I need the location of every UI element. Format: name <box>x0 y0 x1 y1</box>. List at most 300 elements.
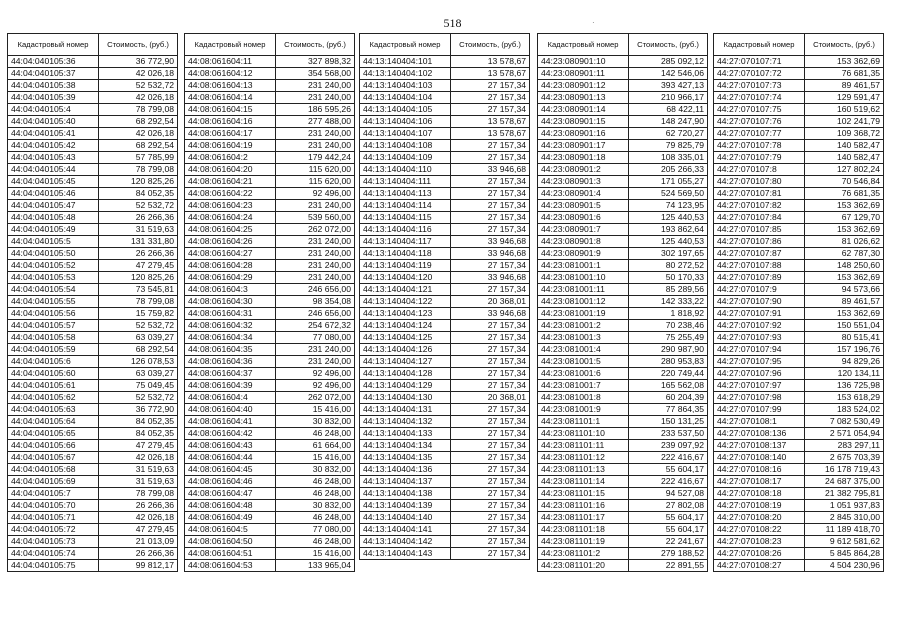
table-row <box>185 308 355 320</box>
cost-value: 50 170,33 <box>629 272 708 284</box>
cost-value: 280 953,83 <box>629 356 708 368</box>
cadastral-number: 44:13:140404:108 <box>360 140 451 152</box>
table-row <box>8 260 178 272</box>
cadastral-number: 44:27:070108:27 <box>714 560 805 572</box>
table-row <box>714 176 884 188</box>
cost-value: 1 818,92 <box>629 308 708 320</box>
cost-value: 78 799,08 <box>99 296 178 308</box>
cadastral-number: 44:04:040105:66 <box>8 440 99 452</box>
table-row <box>8 512 178 524</box>
table-row <box>185 272 355 284</box>
cost-value: 68 292,54 <box>99 140 178 152</box>
cost-value: 63 039,27 <box>99 332 178 344</box>
table-row <box>185 356 355 368</box>
cost-value: 27 157,34 <box>451 440 530 452</box>
cadastral-number: 44:27:070107:9 <box>714 284 805 296</box>
cost-value: 222 416,67 <box>629 476 708 488</box>
table-row <box>185 440 355 452</box>
table-row <box>8 524 178 536</box>
cadastral-number: 44:23:081101:20 <box>538 560 629 572</box>
cost-value: 27 157,34 <box>451 212 530 224</box>
table-row <box>538 308 708 320</box>
cadastral-number: 44:23:081101:11 <box>538 440 629 452</box>
cost-value: 210 966,17 <box>629 92 708 104</box>
cost-value: 74 123,95 <box>629 200 708 212</box>
cadastral-number: 44:27:070107:90 <box>714 296 805 308</box>
cost-value: 30 832,00 <box>276 464 355 476</box>
cadastre-table-1 <box>7 33 178 572</box>
cost-value: 27 157,34 <box>451 428 530 440</box>
table-row <box>714 272 884 284</box>
table-row <box>714 536 884 548</box>
table-row <box>714 416 884 428</box>
cost-value: 193 862,64 <box>629 224 708 236</box>
table-row <box>8 332 178 344</box>
table-row <box>538 512 708 524</box>
header-cost: Стоимость, (руб.) <box>276 34 355 56</box>
cadastral-number: 44:13:140404:142 <box>360 536 451 548</box>
cadastral-number: 44:27:070108:19 <box>714 500 805 512</box>
table-row <box>714 488 884 500</box>
cadastral-number: 44:23:080901:10 <box>538 56 629 68</box>
cadastral-number: 44:23:081101:16 <box>538 500 629 512</box>
cadastral-number: 44:08:061604:5 <box>185 524 276 536</box>
table-row <box>185 560 355 572</box>
cadastral-number: 44:27:070107:94 <box>714 344 805 356</box>
cadastral-number: 44:13:140404:139 <box>360 500 451 512</box>
header-cost: Стоимость, (руб.) <box>451 34 530 56</box>
cost-value: 27 157,34 <box>451 404 530 416</box>
cost-value: 84 052,35 <box>99 428 178 440</box>
cadastral-number: 44:23:081001:6 <box>538 368 629 380</box>
cost-value: 68 422,11 <box>629 104 708 116</box>
cost-value: 148 247,90 <box>629 116 708 128</box>
cost-value: 47 279,45 <box>99 260 178 272</box>
cadastral-number: 44:23:081001:5 <box>538 356 629 368</box>
cadastral-number: 44:23:081001:19 <box>538 308 629 320</box>
cadastral-number: 44:27:070107:76 <box>714 116 805 128</box>
table-row <box>8 476 178 488</box>
cadastral-number: 44:04:040105:56 <box>8 308 99 320</box>
table-row <box>360 464 530 476</box>
table-row <box>360 56 530 68</box>
cost-value: 84 052,35 <box>99 416 178 428</box>
cadastral-number: 44:23:080901:2 <box>538 164 629 176</box>
cadastral-number: 44:13:140404:105 <box>360 104 451 116</box>
table-row <box>8 344 178 356</box>
cadastral-number: 44:13:140404:129 <box>360 380 451 392</box>
cost-value: 63 039,27 <box>99 368 178 380</box>
cost-value: 76 681,35 <box>805 188 884 200</box>
cadastral-number: 44:23:080901:14 <box>538 104 629 116</box>
table-row <box>538 128 708 140</box>
table-row <box>538 104 708 116</box>
cost-value: 31 519,63 <box>99 224 178 236</box>
cadastral-number: 44:23:080901:8 <box>538 236 629 248</box>
cost-value: 393 427,13 <box>629 80 708 92</box>
table-row <box>714 104 884 116</box>
table-row <box>8 140 178 152</box>
cost-value: 231 240,00 <box>276 200 355 212</box>
cadastral-number: 44:23:081001:9 <box>538 404 629 416</box>
table-row <box>185 428 355 440</box>
cost-value: 84 052,35 <box>99 188 178 200</box>
cadastral-number: 44:27:070107:93 <box>714 332 805 344</box>
table-row <box>360 248 530 260</box>
cadastral-number: 44:13:140404:140 <box>360 512 451 524</box>
cost-value: 92 496,00 <box>276 368 355 380</box>
cost-value: 47 279,45 <box>99 440 178 452</box>
cost-value: 27 157,34 <box>451 176 530 188</box>
cadastral-number: 44:23:081001:4 <box>538 344 629 356</box>
cadastral-number: 44:13:140404:141 <box>360 524 451 536</box>
cost-value: 1 051 937,83 <box>805 500 884 512</box>
cost-value: 239 097,92 <box>629 440 708 452</box>
table-row <box>8 296 178 308</box>
table-row <box>8 548 178 560</box>
table-row <box>185 536 355 548</box>
table-row <box>185 116 355 128</box>
cadastral-number: 44:13:140404:116 <box>360 224 451 236</box>
cost-value: 148 250,60 <box>805 260 884 272</box>
table-row <box>8 272 178 284</box>
cost-value: 131 331,80 <box>99 236 178 248</box>
table-row <box>185 380 355 392</box>
cost-value: 55 604,17 <box>629 524 708 536</box>
cadastral-number: 44:08:061604:16 <box>185 116 276 128</box>
table-row <box>714 164 884 176</box>
cost-value: 5 845 864,28 <box>805 548 884 560</box>
cost-value: 46 248,00 <box>276 536 355 548</box>
cadastral-number: 44:13:140404:132 <box>360 416 451 428</box>
cost-value: 27 157,34 <box>451 548 530 560</box>
page-number: 518 <box>443 16 462 30</box>
cost-value: 94 829,26 <box>805 356 884 368</box>
cadastral-number: 44:08:061604:30 <box>185 296 276 308</box>
cadastral-number: 44:04:040105:37 <box>8 68 99 80</box>
cadastral-number: 44:13:140404:117 <box>360 236 451 248</box>
table-row <box>714 452 884 464</box>
cost-value: 108 335,01 <box>629 152 708 164</box>
cadastral-number: 44:08:061604:31 <box>185 308 276 320</box>
table-row <box>8 536 178 548</box>
table-row <box>185 416 355 428</box>
cadastral-number: 44:04:040105:43 <box>8 152 99 164</box>
cadastral-number: 44:23:081101:15 <box>538 488 629 500</box>
cost-value: 27 157,34 <box>451 500 530 512</box>
cadastral-number: 44:04:040105:70 <box>8 500 99 512</box>
cadastral-number: 44:23:081001:3 <box>538 332 629 344</box>
cadastral-number: 44:08:061604:40 <box>185 404 276 416</box>
table-row <box>360 188 530 200</box>
cost-value: 21 013,09 <box>99 536 178 548</box>
cost-value: 186 595,26 <box>276 104 355 116</box>
table-row <box>360 548 530 560</box>
cost-value: 15 416,00 <box>276 548 355 560</box>
table-row <box>185 260 355 272</box>
cost-value: 80 272,52 <box>629 260 708 272</box>
cost-value: 33 946,68 <box>451 248 530 260</box>
table-row <box>538 176 708 188</box>
cost-value: 36 772,90 <box>99 56 178 68</box>
cadastral-number: 44:08:061604:23 <box>185 200 276 212</box>
cadastral-number: 44:08:061604:50 <box>185 536 276 548</box>
cost-value: 31 519,63 <box>99 464 178 476</box>
cost-value: 15 759,82 <box>99 308 178 320</box>
cadastral-number: 44:27:070107:71 <box>714 56 805 68</box>
cadastral-number: 44:27:070108:18 <box>714 488 805 500</box>
header-number: Кадастровый номер <box>185 34 276 56</box>
cadastral-number: 44:04:040105:5 <box>8 236 99 248</box>
cost-value: 27 802,08 <box>629 500 708 512</box>
cost-value: 129 591,47 <box>805 92 884 104</box>
header-cost: Стоимость, (руб.) <box>805 34 884 56</box>
cost-value: 52 532,72 <box>99 392 178 404</box>
cadastral-number: 44:08:061604:42 <box>185 428 276 440</box>
cadastral-number: 44:04:040105:60 <box>8 368 99 380</box>
scan-mark: · <box>592 18 595 27</box>
cadastral-number: 44:08:061604:4 <box>185 392 276 404</box>
cost-value: 153 362,69 <box>805 224 884 236</box>
cost-value: 27 157,34 <box>451 416 530 428</box>
cadastral-number: 44:08:061604:41 <box>185 416 276 428</box>
cadastral-number: 44:23:081001:1 <box>538 260 629 272</box>
cost-value: 262 072,00 <box>276 224 355 236</box>
table-row <box>8 464 178 476</box>
cost-value: 27 157,34 <box>451 104 530 116</box>
cadastral-number: 44:04:040105:48 <box>8 212 99 224</box>
table-row <box>185 236 355 248</box>
cadastral-number: 44:27:070107:96 <box>714 368 805 380</box>
cost-value: 27 157,34 <box>451 200 530 212</box>
cadastral-number: 44:04:040105:58 <box>8 332 99 344</box>
cadastral-number: 44:08:061604:3 <box>185 284 276 296</box>
cost-value: 68 292,54 <box>99 344 178 356</box>
cadastral-number: 44:27:070108:136 <box>714 428 805 440</box>
table-row <box>360 356 530 368</box>
cadastral-number: 44:13:140404:111 <box>360 176 451 188</box>
table-row <box>538 392 708 404</box>
cadastral-number: 44:08:061604:43 <box>185 440 276 452</box>
cost-value: 77 080,00 <box>276 524 355 536</box>
cadastral-number: 44:27:070107:99 <box>714 404 805 416</box>
table-row <box>538 164 708 176</box>
table-row <box>538 524 708 536</box>
cadastral-number: 44:08:061604:27 <box>185 248 276 260</box>
cadastral-number: 44:13:140404:125 <box>360 332 451 344</box>
table-row <box>360 452 530 464</box>
table-row <box>185 548 355 560</box>
table-row <box>8 176 178 188</box>
table-row <box>714 344 884 356</box>
cadastral-number: 44:08:061604:34 <box>185 332 276 344</box>
cadastral-number: 44:08:061604:15 <box>185 104 276 116</box>
cadastral-number: 44:08:061604:17 <box>185 128 276 140</box>
table-row <box>185 140 355 152</box>
table-row <box>714 200 884 212</box>
cadastral-number: 44:23:081101:13 <box>538 464 629 476</box>
cadastral-number: 44:08:061604:32 <box>185 320 276 332</box>
table-row <box>360 200 530 212</box>
table-row <box>538 56 708 68</box>
table-row <box>8 392 178 404</box>
cost-value: 33 946,68 <box>451 236 530 248</box>
table-row <box>8 68 178 80</box>
table-row <box>538 284 708 296</box>
cadastral-number: 44:27:070107:77 <box>714 128 805 140</box>
cost-value: 231 240,00 <box>276 356 355 368</box>
table-row <box>538 416 708 428</box>
cadastral-number: 44:08:061604:13 <box>185 80 276 92</box>
cadastral-number: 44:08:061604:39 <box>185 380 276 392</box>
table-row <box>8 200 178 212</box>
table-row <box>8 440 178 452</box>
table-row <box>714 92 884 104</box>
cadastral-number: 44:23:080901:12 <box>538 80 629 92</box>
cost-value: 75 049,45 <box>99 380 178 392</box>
cost-value: 36 772,90 <box>99 404 178 416</box>
table-row <box>185 332 355 344</box>
cost-value: 98 354,08 <box>276 296 355 308</box>
cost-value: 22 241,67 <box>629 536 708 548</box>
cadastral-number: 44:13:140404:130 <box>360 392 451 404</box>
cadastral-number: 44:27:070108:137 <box>714 440 805 452</box>
cost-value: 73 545,81 <box>99 284 178 296</box>
cadastral-number: 44:08:061604:37 <box>185 368 276 380</box>
cost-value: 327 898,32 <box>276 56 355 68</box>
cost-value: 183 524,02 <box>805 404 884 416</box>
cadastral-number: 44:13:140404:131 <box>360 404 451 416</box>
cost-value: 27 157,34 <box>451 488 530 500</box>
table-row <box>185 128 355 140</box>
cost-value: 42 026,18 <box>99 68 178 80</box>
cadastral-number: 44:23:081101:19 <box>538 536 629 548</box>
cost-value: 4 504 230,96 <box>805 560 884 572</box>
cost-value: 140 582,47 <box>805 152 884 164</box>
cost-value: 27 157,34 <box>451 380 530 392</box>
cost-value: 79 825,79 <box>629 140 708 152</box>
table-row <box>8 224 178 236</box>
cadastral-number: 44:08:061604:14 <box>185 92 276 104</box>
cadastral-number: 44:23:081101:12 <box>538 452 629 464</box>
table-row <box>360 476 530 488</box>
cadastral-number: 44:04:040105:72 <box>8 524 99 536</box>
table-row <box>360 236 530 248</box>
cadastral-number: 44:27:070107:87 <box>714 248 805 260</box>
table-row <box>185 488 355 500</box>
table-row <box>185 212 355 224</box>
table-row <box>538 224 708 236</box>
table-row <box>8 404 178 416</box>
table-row <box>714 524 884 536</box>
table-row <box>8 488 178 500</box>
cadastral-number: 44:04:040105:74 <box>8 548 99 560</box>
cadastral-number: 44:04:040105:54 <box>8 284 99 296</box>
table-row <box>714 152 884 164</box>
cadastral-number: 44:23:080901:7 <box>538 224 629 236</box>
table-row <box>185 176 355 188</box>
header-number: Кадастровый номер <box>360 34 451 56</box>
cadastral-number: 44:13:140404:120 <box>360 272 451 284</box>
table-row <box>8 128 178 140</box>
table-row <box>8 428 178 440</box>
cadastral-number: 44:13:140404:104 <box>360 92 451 104</box>
table-row <box>360 68 530 80</box>
cost-value: 70 546,84 <box>805 176 884 188</box>
table-row <box>360 320 530 332</box>
table-row <box>360 332 530 344</box>
table-row <box>538 140 708 152</box>
cadastral-number: 44:27:070107:81 <box>714 188 805 200</box>
table-row <box>714 248 884 260</box>
table-row <box>714 236 884 248</box>
header-number: Кадастровый номер <box>714 34 805 56</box>
cadastral-number: 44:27:070107:89 <box>714 272 805 284</box>
cost-value: 61 664,00 <box>276 440 355 452</box>
table-row <box>360 140 530 152</box>
table-row <box>8 308 178 320</box>
cadastral-number: 44:23:081101:1 <box>538 416 629 428</box>
table-row <box>185 284 355 296</box>
cost-value: 157 196,76 <box>805 344 884 356</box>
table-row <box>185 248 355 260</box>
table-row <box>360 404 530 416</box>
cost-value: 70 238,46 <box>629 320 708 332</box>
cost-value: 24 687 375,00 <box>805 476 884 488</box>
table-row <box>714 392 884 404</box>
table-row <box>8 380 178 392</box>
cost-value: 46 248,00 <box>276 488 355 500</box>
table-row <box>360 392 530 404</box>
table-row <box>714 224 884 236</box>
header-number: Кадастровый номер <box>8 34 99 56</box>
table-row <box>538 356 708 368</box>
cost-value: 27 157,34 <box>451 224 530 236</box>
cost-value: 27 157,34 <box>451 344 530 356</box>
cost-value: 78 799,08 <box>99 488 178 500</box>
cost-value: 75 255,49 <box>629 332 708 344</box>
cost-value: 142 333,22 <box>629 296 708 308</box>
cadastral-number: 44:23:081101:18 <box>538 524 629 536</box>
table-row <box>185 500 355 512</box>
cadastral-number: 44:13:140404:136 <box>360 464 451 476</box>
table-row <box>538 68 708 80</box>
cost-value: 160 519,62 <box>805 104 884 116</box>
cost-value: 27 157,34 <box>451 368 530 380</box>
cadastral-number: 44:04:040105:39 <box>8 92 99 104</box>
cost-value: 62 787,30 <box>805 248 884 260</box>
cadastral-number: 44:23:080901:16 <box>538 128 629 140</box>
cadastral-number: 44:13:140404:138 <box>360 488 451 500</box>
table-row <box>538 440 708 452</box>
table-row <box>538 536 708 548</box>
cadastral-number: 44:23:081001:8 <box>538 392 629 404</box>
table-row <box>360 416 530 428</box>
table-row <box>8 416 178 428</box>
table-row <box>538 236 708 248</box>
cadastral-number: 44:04:040105:6 <box>8 356 99 368</box>
table-row <box>360 128 530 140</box>
cost-value: 42 026,18 <box>99 512 178 524</box>
table-row <box>360 500 530 512</box>
cadastral-number: 44:27:070107:74 <box>714 92 805 104</box>
cost-value: 231 240,00 <box>276 260 355 272</box>
cadastral-number: 44:08:061604:36 <box>185 356 276 368</box>
cadastral-number: 44:13:140404:123 <box>360 308 451 320</box>
cost-value: 165 562,08 <box>629 380 708 392</box>
cadastral-number: 44:08:061604:49 <box>185 512 276 524</box>
table-row <box>8 116 178 128</box>
